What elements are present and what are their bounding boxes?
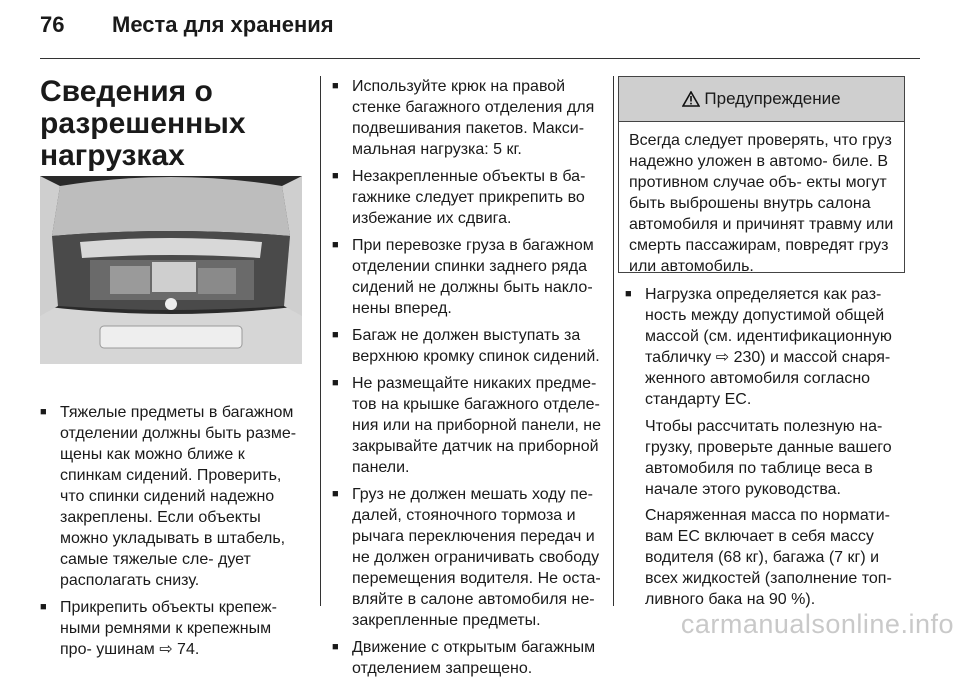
column3-content (625, 284, 905, 610)
header-divider (40, 58, 920, 59)
list-item: ■ Незакрепленные объекты в ба- гажнике следует прикрепить во избежание их сдвига. (332, 166, 604, 229)
list-item: ■ Прикрепить объекты крепеж- ными ремнями к крепежным про- ушинам ⇨ 74. (40, 597, 305, 660)
warning-header (619, 77, 904, 122)
list-item: ■ Груз не должен мешать ходу пе- далей, стояночного тормоза и рычага переключения передач и не должен ограничивать свободу перемещения водителя. Не оста- вляйте в салоне автомобиля не- закрепленные предметы. (332, 484, 604, 631)
list-item: ■ Не размещайте никаких предме- тов на крышке багажного отделе- ния или на приборной панели, не закрывайте датчик на приборной панели. (332, 373, 604, 478)
paragraph: Чтобы рассчитать полезную на- грузку, проверьте данные вашего автомобиля по таблице веса в начале этого руководства. (645, 418, 892, 498)
warning-body: Всегда следует проверять, что груз надежно уложен в автомо- биле. В противном случае объ- екты могут быть выброшены внутрь салона автомобиля и причинят травму или смерть пассажирам, повредят груз или автомобиль. (629, 132, 894, 275)
column-divider-1 (320, 76, 321, 606)
list-item: ■ Нагрузка определяется как раз- ность между допустимой общей массой (см. идентификационную табличку ⇨ 230) и массой снаря- женного автомобиля согласно стандарту ЕС. (625, 284, 905, 410)
list-item: ■ Движение с открытым багажным отделением запрещено. (332, 637, 604, 679)
list-item: ■ Багаж не должен выступать за верхнюю кромку спинок сидений. (332, 325, 604, 367)
column1-list (40, 402, 305, 666)
car-trunk-photo (40, 176, 302, 364)
warning-triangle-icon (682, 91, 700, 107)
column2-list (332, 76, 604, 685)
section-title: Сведения о разрешенных нагрузках (40, 75, 246, 172)
list-item: ■ Используйте крюк на правой стенке багажного отделения для подвешивания пакетов. Макси- мальная нагрузка: 5 кг. (332, 76, 604, 160)
warning-title: Предупреждение (704, 89, 841, 108)
watermark: carmanualsonline.info (680, 609, 954, 639)
paragraph: Снаряженная масса по нормати- вам ЕС включает в себя массу водителя (68 кг), багажа (7 кг) и всех жидкостей (заполнение топ- ливного бака на 90 %). (645, 507, 892, 608)
column-divider-2 (613, 76, 614, 606)
page-number: 76 (40, 12, 65, 37)
chapter-title: Места для хранения (112, 12, 334, 37)
page-header (0, 0, 960, 60)
warning-box (618, 76, 905, 273)
list-item: ■ При перевозке груза в багажном отделении спинки заднего ряда сидений не должны быть накло- нены вперед. (332, 235, 604, 319)
list-item: ■ Тяжелые предметы в багажном отделении должны быть разме- щены как можно ближе к спинкам сидений. Проверить, что спинки сидений надежно закреплены. Если объекты можно укладывать в штабель, самые тяжелые сле- дует располагать снизу. (40, 402, 305, 591)
